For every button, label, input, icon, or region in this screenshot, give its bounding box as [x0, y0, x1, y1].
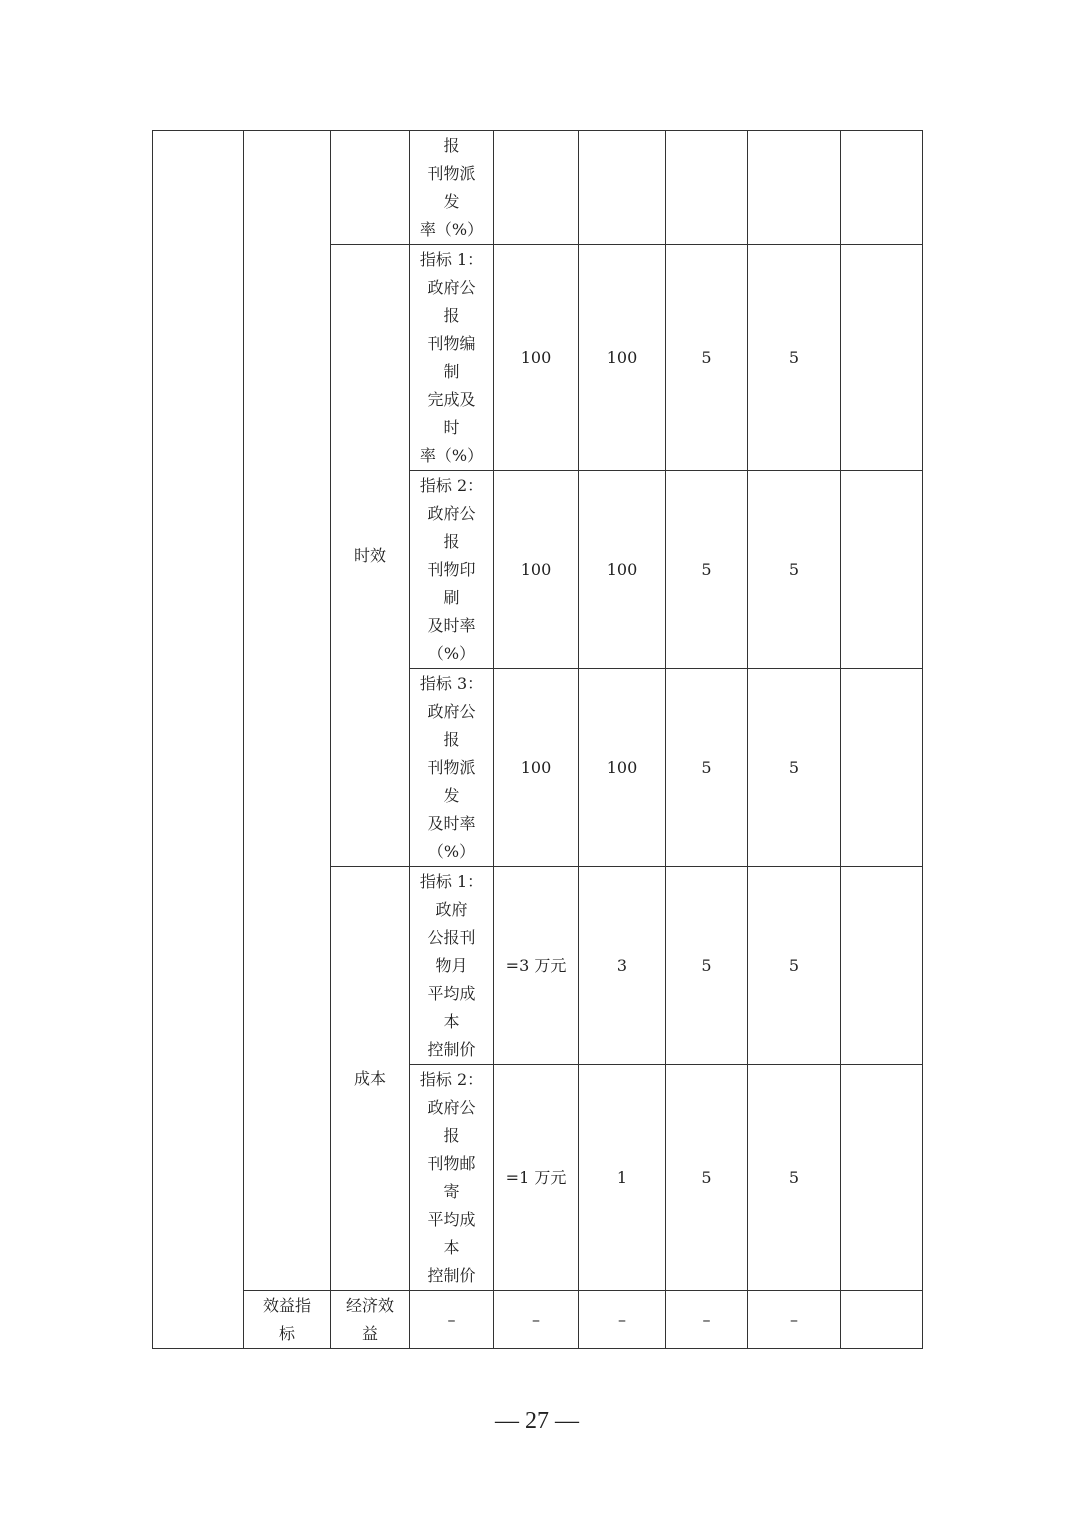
benefit-level2-cell: 经济效 益 — [331, 1291, 410, 1349]
weight-cell: 5 — [666, 471, 748, 669]
indicator-cell: 报 刊物派 发 率（%） — [410, 131, 494, 245]
table-row — [153, 1291, 923, 1349]
target-cell: =3 万元 — [494, 867, 579, 1065]
score-cell: 5 — [748, 1065, 841, 1291]
score-cell — [748, 131, 841, 245]
performance-table — [152, 130, 923, 1349]
actual-cell: 1 — [579, 1065, 666, 1291]
weight-cell: 5 — [666, 245, 748, 471]
benefit-level1-cell: 效益指 标 — [244, 1291, 331, 1349]
indicator-cell: 指标 2： 政府公 报 刊物印 刷 及时率 （%） — [410, 471, 494, 669]
page-number: — 27 — — [495, 1408, 579, 1434]
remark-cell — [841, 867, 923, 1065]
indicator-cell: 指标 1： 政府公 报 刊物编 制 完成及 时 率（%） — [410, 245, 494, 471]
actual-cell: 3 — [579, 867, 666, 1065]
level1-continuation-cell — [244, 131, 331, 1291]
category-cost: 成本 — [331, 867, 410, 1291]
remark-cell — [841, 1065, 923, 1291]
remark-cell — [841, 131, 923, 245]
weight-cell — [666, 131, 748, 245]
actual-cell — [579, 131, 666, 245]
level1-blank-cell — [153, 131, 244, 1349]
benefit-target-cell: – — [494, 1291, 579, 1349]
benefit-remark-cell — [841, 1291, 923, 1349]
remark-cell — [841, 471, 923, 669]
actual-cell: 100 — [579, 245, 666, 471]
target-cell: 100 — [494, 245, 579, 471]
level2-continuation-cell — [331, 131, 410, 245]
weight-cell: 5 — [666, 1065, 748, 1291]
benefit-weight-cell: – — [666, 1291, 748, 1349]
benefit-score-cell: – — [748, 1291, 841, 1349]
benefit-actual-cell: – — [579, 1291, 666, 1349]
actual-cell: 100 — [579, 471, 666, 669]
benefit-indicator-cell: – — [410, 1291, 494, 1349]
remark-cell — [841, 669, 923, 867]
actual-cell: 100 — [579, 669, 666, 867]
score-cell: 5 — [748, 245, 841, 471]
target-cell: 100 — [494, 669, 579, 867]
indicator-cell: 指标 1： 政府 公报刊 物月 平均成 本 控制价 — [410, 867, 494, 1065]
target-cell — [494, 131, 579, 245]
score-cell: 5 — [748, 867, 841, 1065]
score-cell: 5 — [748, 471, 841, 669]
indicator-cell: 指标 2： 政府公 报 刊物邮 寄 平均成 本 控制价 — [410, 1065, 494, 1291]
score-cell: 5 — [748, 669, 841, 867]
weight-cell: 5 — [666, 669, 748, 867]
weight-cell: 5 — [666, 867, 748, 1065]
target-cell: 100 — [494, 471, 579, 669]
category-timeliness: 时效 — [331, 245, 410, 867]
indicator-cell: 指标 3： 政府公 报 刊物派 发 及时率 （%） — [410, 669, 494, 867]
table-row — [153, 131, 923, 245]
remark-cell — [841, 245, 923, 471]
target-cell: =1 万元 — [494, 1065, 579, 1291]
